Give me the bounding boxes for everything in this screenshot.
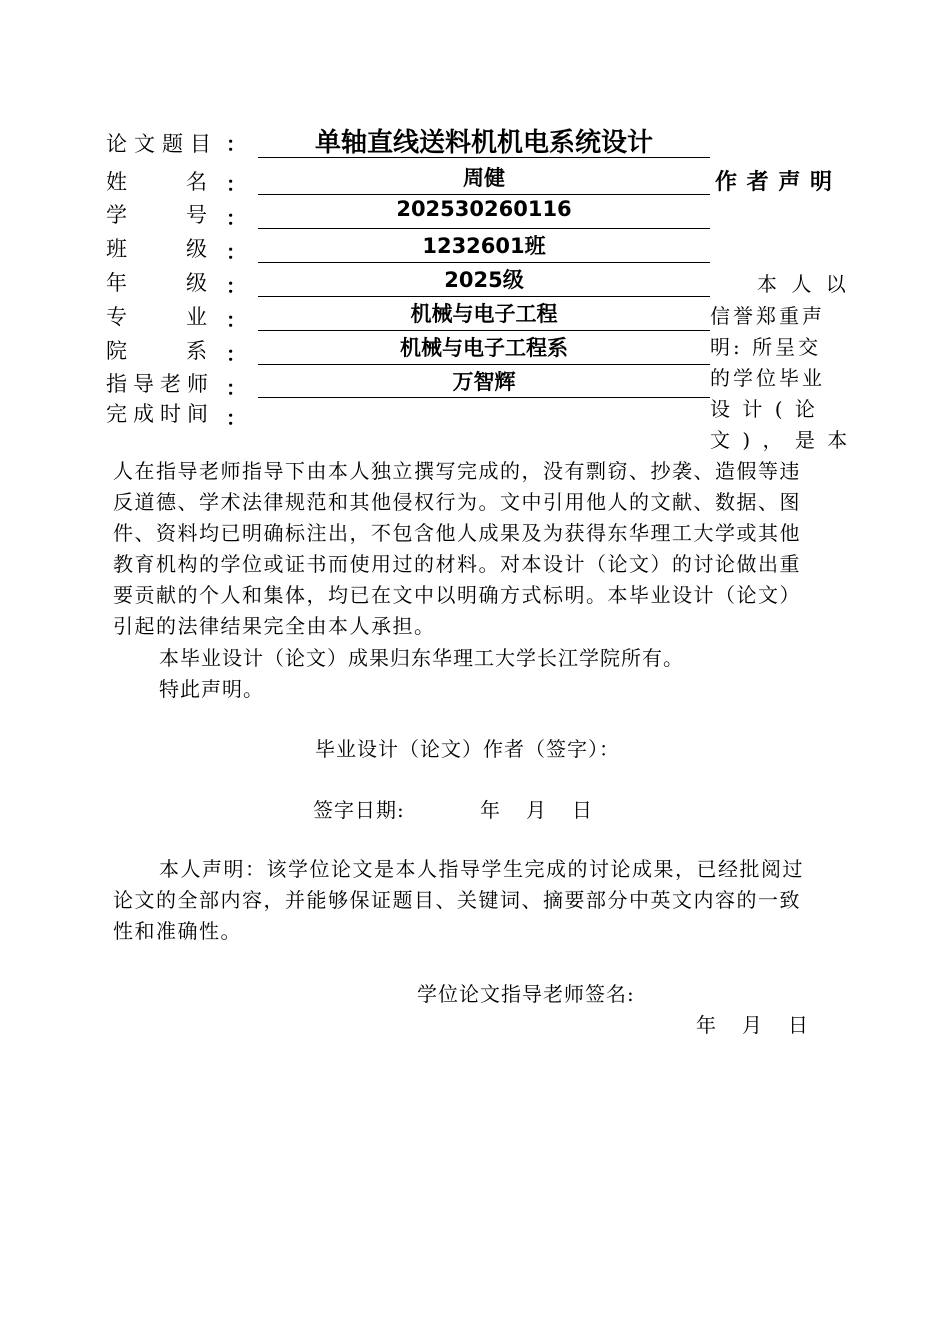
- colon: ：: [226, 274, 246, 298]
- declaration-side-line: 文 ) ， 是 本: [710, 428, 851, 452]
- closing-statement: 特此声明。: [159, 677, 264, 701]
- colon: ：: [226, 308, 246, 332]
- sign-date-ymd: 年 月 日: [480, 798, 595, 822]
- declaration-body-line: 件、资料均已明确标注出，不包含他人成果及为获得东华理工大学或其他: [113, 521, 801, 545]
- author-signature-label: 毕业设计（论文）作者（签字）：: [315, 737, 620, 761]
- major-value: 机械与电子工程: [410, 302, 558, 326]
- underline: [258, 330, 710, 331]
- name-value: 周健: [463, 166, 505, 190]
- declaration-side-line: 明: 所呈交: [710, 335, 822, 359]
- advisor-sign-date-ymd: 年 月 日: [696, 1013, 811, 1037]
- underline: [258, 296, 710, 297]
- thesis-title-value: 单轴直线送料机机电系统设计: [314, 128, 653, 158]
- ownership-statement: 本毕业设计（论文）成果归东华理工大学长江学院所有。: [159, 646, 684, 670]
- class-value: 1232601班: [422, 234, 546, 258]
- declaration-side-line: 设 计 ( 论: [710, 397, 818, 421]
- student-id-value: 202530260116: [396, 197, 572, 221]
- underline: [258, 262, 710, 263]
- colon: ：: [226, 342, 246, 366]
- declaration-side-line: 本 人 以: [757, 272, 850, 296]
- declaration-side-line: 信誉郑重声: [710, 304, 825, 328]
- sign-date-label: 签字日期:: [313, 798, 405, 822]
- advisor-signature-label: 学位论文指导老师签名:: [417, 982, 635, 1006]
- advisor-statement-line: 论文的全部内容，并能够保证题目、关键词、摘要部分中英文内容的一致: [113, 888, 801, 912]
- colon: ：: [226, 406, 246, 430]
- colon: ：: [226, 206, 246, 230]
- declaration-heading: 作 者 声 明: [715, 169, 833, 195]
- declaration-body-line: 引起的法律结果完全由本人承担。: [113, 614, 436, 638]
- underline: [258, 194, 710, 195]
- colon: ：: [226, 172, 246, 196]
- underline: [258, 228, 710, 229]
- underline: [258, 364, 710, 365]
- underline: [258, 157, 710, 158]
- colon: ：: [226, 132, 246, 156]
- declaration-body-line: 要贡献的个人和集体，均已在文中以明确方式标明。本毕业设计（论文）: [113, 583, 801, 607]
- advisor-statement-line: 本人声明：该学位论文是本人指导学生完成的讨论成果，已经批阅过: [159, 857, 804, 881]
- declaration-body-line: 教育机构的学位或证书而使用过的材料。对本设计（论文）的讨论做出重: [113, 552, 801, 576]
- colon: ：: [226, 376, 246, 400]
- grade-value: 2025级: [444, 268, 524, 292]
- declaration-body-line: 反道德、学术法律规范和其他侵权行为。文中引用他人的文献、数据、图: [113, 490, 801, 514]
- underline: [258, 397, 710, 398]
- declaration-body-line: 人在指导老师指导下由本人独立撰写完成的，没有剽窃、抄袭、造假等违: [113, 459, 801, 483]
- declaration-side-line: 的学位毕业: [710, 366, 825, 390]
- advisor-value: 万智辉: [452, 370, 516, 394]
- colon: ：: [226, 240, 246, 264]
- advisor-statement-line: 性和准确性。: [113, 919, 242, 943]
- department-value: 机械与电子工程系: [400, 336, 568, 360]
